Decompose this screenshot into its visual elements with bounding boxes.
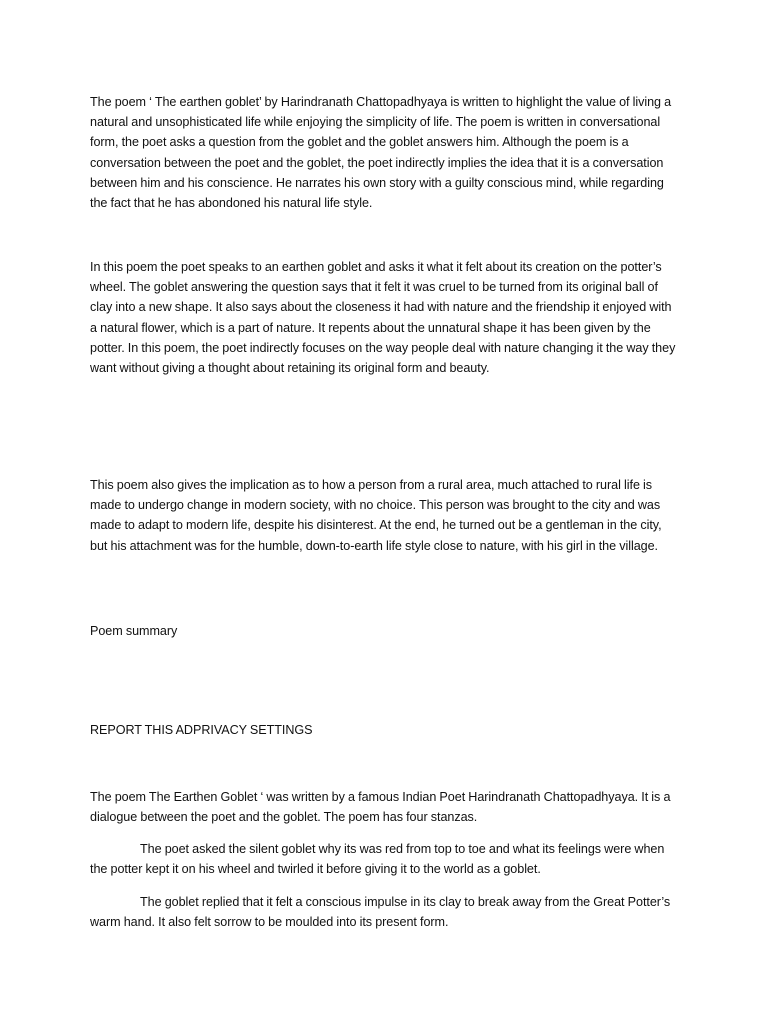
heading-poem-summary: Poem summary bbox=[90, 624, 178, 638]
paragraph-poet-and-goblet: In this poem the poet speaks to an earthen goblet and asks it what it felt about its creation on the potter’s wheel. The goblet answering the question says that it felt it was cruel to be turned from its original ball of clay into a new shape. It also says about the closeness it had with nature and the friendship it enjoyed with a natural flower, which is a part of nature. It repents about the unnatural shape it has been given by the potter. In this poem, the poet indirectly focuses on the way people deal with nature changing it the way they want without giving a thought about retaining its original form and beauty. bbox=[90, 260, 676, 376]
paragraph-stanza-one: The poet asked the silent goblet why its was red from top to toe and what its feelings were when the potter kept it on his wheel and twirled it before giving it to the world as a goblet. bbox=[90, 842, 665, 877]
paragraph-rural-implication: This poem also gives the implication as to how a person from a rural area, much attached to rural life is made to undergo change in modern society, with no choice. This person was brought to the city and was made to adapt to modern life, despite his disinterest. At the end, he turned out be a gentleman in the city, but his attachment was for the humble, down-to-earth life style close to nature, with his girl in the village. bbox=[90, 478, 662, 553]
paragraph-intro: The poem ‘ The earthen goblet’ by Harindranath Chattopadhyaya is written to highlight the value of living a natural and unsophisticated life while enjoying the simplicity of life. The poem is written in conversational form, the poet asks a question from the goblet and the goblet answers him. Although the poem is a conversation between the poet and the goblet, the poet indirectly implies the idea that it is a conversation between him and his conscience. He narrates his own story with a guilty conscious mind, while regarding the fact that he has abondoned his natural life style. bbox=[90, 95, 672, 211]
ad-report-privacy-link[interactable]: REPORT THIS ADPRIVACY SETTINGS bbox=[90, 723, 313, 737]
paragraph-stanza-two: The goblet replied that it felt a conscious impulse in its clay to break away from the Great Potter’s warm hand. It also felt sorrow to be moulded into its present form. bbox=[90, 895, 671, 930]
paragraph-summary-intro: The poem The Earthen Goblet ‘ was written by a famous Indian Poet Harindranath Chattopadhyaya. It is a dialogue between the poet and the goblet. The poem has four stanzas. bbox=[90, 790, 671, 825]
